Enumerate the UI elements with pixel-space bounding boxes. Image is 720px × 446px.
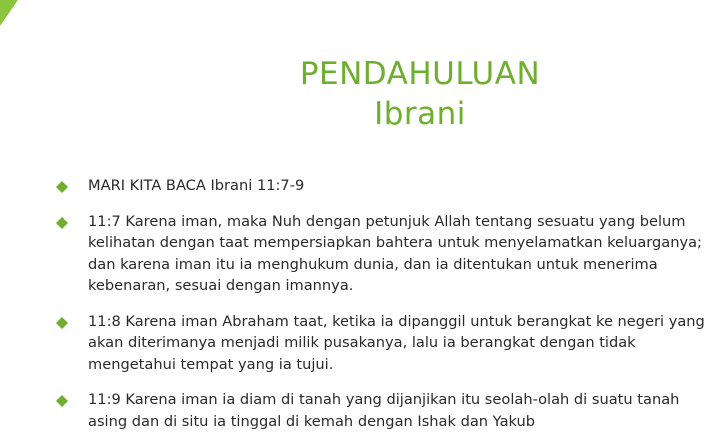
slide-title-line-1: PENDAHULUAN bbox=[299, 56, 541, 92]
slide-title bbox=[150, 54, 690, 134]
corner-accent bbox=[0, 0, 18, 26]
diamond-bullet-icon bbox=[56, 317, 68, 329]
bullet-item bbox=[56, 389, 716, 432]
bullet-text: MARI KITA BACA Ibrani 11:7-9 bbox=[88, 177, 305, 194]
bullet-item bbox=[56, 311, 716, 376]
bullet-text: 11:8 Karena iman Abraham taat, ketika ia dipanggil untuk berangkat ke negeri yang akan diterimanya menjadi milik pusakanya, lalu ia berangkat dengan tidak mengetahui tempat yang ia tujui. bbox=[88, 312, 705, 373]
diamond-bullet-icon bbox=[56, 217, 68, 229]
bullet-list bbox=[56, 175, 716, 446]
bullet-text: 11:7 Karena iman, maka Nuh dengan petunjuk Allah tentang sesuatu yang belum kelihatan dengan taat mempersiapkan bahtera untuk menyelamatkan keluarganya; dan karena iman itu ia menghukum dunia, dan ia ditentukan untuk menerima kebenaran, sesuai dengan imannya. bbox=[88, 212, 702, 294]
bullet-item bbox=[56, 175, 716, 197]
bullet-text: 11:9 Karena iman ia diam di tanah yang dijanjikan itu seolah-olah di suatu tanah asing dan di situ ia tinggal di kemah dengan Ishak dan Yakub bbox=[88, 391, 680, 430]
diamond-bullet-icon bbox=[56, 181, 68, 193]
slide-title-line-2: Ibrani bbox=[374, 96, 466, 132]
diamond-bullet-icon bbox=[56, 395, 68, 407]
bullet-item bbox=[56, 211, 716, 297]
